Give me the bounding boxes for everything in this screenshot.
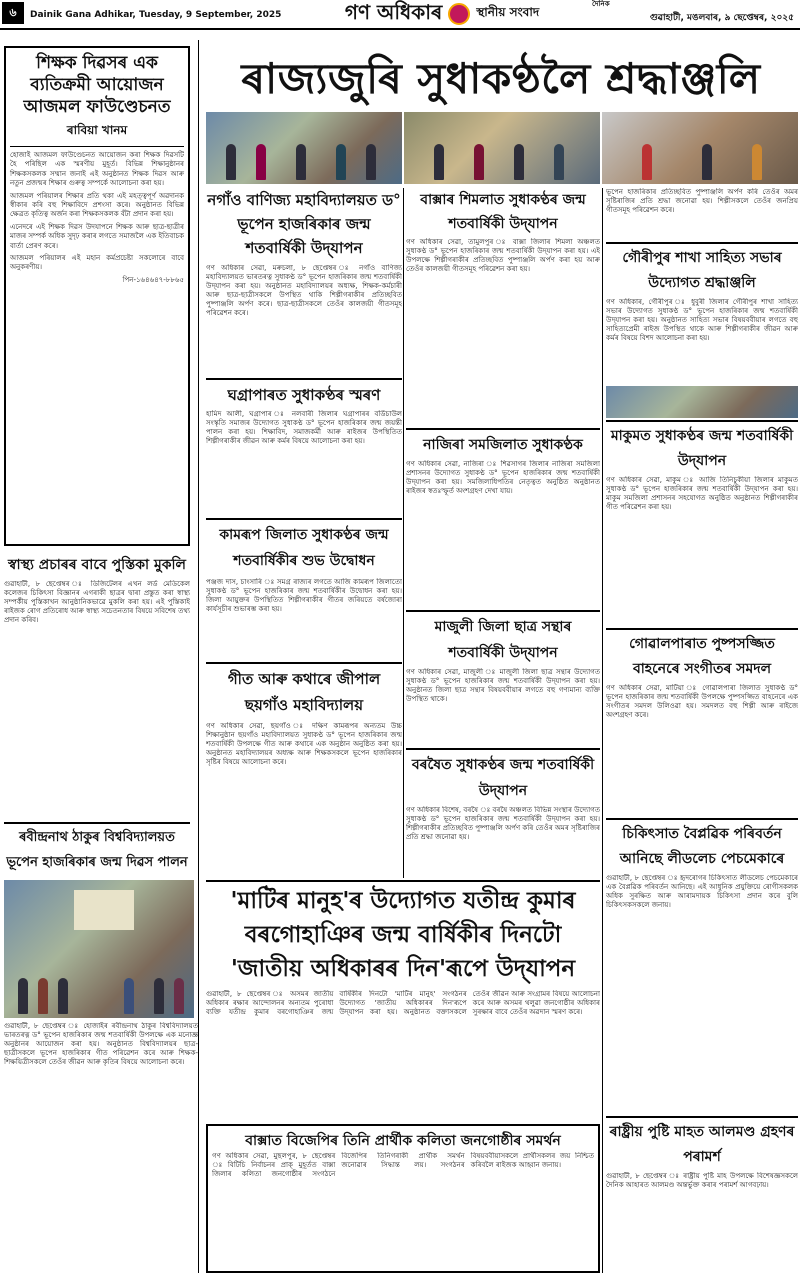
left-feature-box [4,46,190,546]
ctr-left-headline-4: গীত আৰু কথাৰে জীপাল ছয়গাঁও মহাবিদ্যালয় [227,670,381,714]
mid-story-text: গুৱাহাটী, ৮ ছেপ্তেম্বৰ ঃ অসমৰ জাতীয় অধিকাৰ ৰক্ষাৰ আন্দোলনৰ অন্যতম পুৰোধা ব্যক্তি যতীন্দ্ৰ কুমাৰ বৰগোহাঞিৰ জন্ম বাৰ্ষিকীৰ দিনটো 'মাটিৰ মানুহ' সংগঠনৰ উদ্যোগত 'জাতীয় অধিকাৰৰ দিন'ৰূপে উদ্‌যাপন কৰা হয়। অনুষ্ঠানত বক্তাসকলে তেওঁৰ জীৱন আৰু সংগ্ৰামৰ বিষয়ে আলোচনা কৰে আৰু অসমৰ থলুৱা জনগোষ্ঠীৰ অধিকাৰ সুৰক্ষাৰ বাবে তেওঁৰ অৱদান স্মৰণ কৰে। [206,990,600,1016]
bjp-support-headline: বাক্সাত বিজেপিৰ তিনি প্ৰাৰ্থীক কলিতা জনগোষ্ঠীৰ সমৰ্থন [245,1133,561,1149]
main-headline: ৰাজ্যজুৰি সুধাকণ্ঠলৈ শ্ৰদ্ধাঞ্জলি [241,54,761,103]
ctr-left-headline-1: নগাঁও বাণিজ্য মহাবিদ্যালয়ত ড° ভূপেন হাজৰিকাৰ জন্ম শতবাৰ্ষিকী উদ্‌যাপন [207,191,401,257]
right-col-headline-3: গোৱালপাৰাত পুষ্পসজ্জিত বাহনেৰে সংগীতৰ সমদল [629,636,775,677]
bjp-support-box [206,1124,600,1273]
header-date-assamese: গুৱাহাটী, মঙলবাৰ, ৯ ছেপ্তেম্বৰ, ২০২৫ [649,13,794,23]
divider [10,146,184,147]
column-rule [198,40,199,1273]
right-col-text-1: গণ অধিকাৰ, গৌৰীপুৰ ঃ ধুবুৰী জিলাৰ গৌৰীপুৰ শাখা সাহিত্য সভাৰ উদ্যোগত সুধাকণ্ঠ ড° ভূপেন হাজৰিকাৰ জন্ম শতবাৰ্ষিকী উদ্‌যাপন কৰা হয়। অনুষ্ঠানত সাহিত্য সভাৰ বিষয়ববীয়াৰ লগতে বহু সাহিত্যপ্ৰেমী ৰাইজ উপস্থিত থাকে আৰু শিল্পীগৰাকীৰ জীৱন আৰু কৰ্মৰ বিষয়ে বিশদ আলোচনা কৰা হয়। [606,298,798,342]
poster-headline: স্বাস্থ্য প্ৰচাৰৰ বাবে পুস্তিকা মুকলি [8,557,186,573]
ctr-left-headline-2: ঘগ্ৰাপাৰত সুধাকণ্ঠৰ স্মৰণ [227,386,381,404]
left-feature-paragraph: আজমল পৰিয়ালৰ শিক্ষাৰ প্ৰতি থকা এই মহত্ত্বপূৰ্ণ অৱদানক স্বীকাৰ কৰি বহু শিক্ষাবিদে প্ৰশংসা কৰে। অনুষ্ঠানত বিভিন্ন ক্ষেত্ৰত কৃতিত্ব অৰ্জন কৰা শিক্ষকসকলক বঁটা প্ৰদান কৰা হয়। [10,191,184,219]
divider [406,748,600,750]
divider [606,420,798,422]
bjp-support-text: গণ অধিকাৰ সেৱা, মুছলপুৰ, ৮ ছেপ্তেম্বৰ ঃ বিটিচি নিৰ্বাচনৰ প্ৰাক্ মুহূৰ্তত বাক্সা জিলাৰ কলিতা জনগোষ্ঠীৰ সংগঠনে বিজেপিৰ তিনিগৰাকী প্ৰাৰ্থীক সমৰ্থন জনোৱাৰ সিদ্ধান্ত লয়। সংগঠনৰ বিষয়ববীয়াসকলে প্ৰাৰ্থীসকলৰ জয় নিশ্চিত কৰিবলৈ ৰাইজক আহ্বান জনায়। [212,1152,594,1178]
right-col-text-4: গুৱাহাটী, ৮ ছেপ্তেম্বৰ ঃ হৃদৰোগৰ চিকিৎসাত লীডলেচ পেচমেকাৰে এক বৈপ্লৱিক পৰিবৰ্তন আনিছে। এই আধুনিক প্ৰযুক্তিয়ে ৰোগীসকলক অধিক সুৰক্ষিত আৰু আৰামদায়ক চিকিৎসা প্ৰদান কৰে বুলি চিকিৎসকসকলে জনায়। [606,874,798,909]
divider [606,628,798,630]
right-col-headline-2: মাকুমত সুধাকণ্ঠৰ জন্ম শতবাৰ্ষিকী উদ্‌যাপন [610,428,794,469]
divider [606,242,798,244]
masthead-logo-icon [448,3,470,25]
divider [606,1116,798,1118]
divider [206,378,402,380]
mid-story-headline: 'মাটিৰ মানুহ'ৰ উদ্যোগত যতীন্দ্ৰ কুমাৰ বৰগোহাঞিৰ জন্ম বাৰ্ষিকীৰ দিনটো 'জাতীয় অধিকাৰৰ দিন'ৰূপে উদ্‌যাপন [230,887,576,982]
bhupen-day-photo [4,880,194,1018]
ctr-left-text-1: গণ অধিকাৰ সেৱা, মৰুচলা, ৮ ছেপ্তেম্বৰ ঃ নগাঁও বাণিজ্য মহাবিদ্যালয়ত ভাৰতৰত্ন সুধাকণ্ঠ ড° ভূপেন হাজৰিকাৰ জন্ম শতবাৰ্ষিকী উদ্‌যাপন কৰা হয়। অনুষ্ঠানত মহাবিদ্যালয়ৰ অধ্যক্ষ, শিক্ষক-কৰ্মচাৰী আৰু ছাত্ৰ-ছাত্ৰীসকলে উপস্থিত থাকি শিল্পীগৰাকীৰ প্ৰতিচ্ছবিত পুষ্পাঞ্জলি অৰ্পণ কৰে। ছাত্ৰ-ছাত্ৰীসকলে তেওঁৰ কালজয়ী গীতসমূহ পৰিৱেশন কৰে। [206,264,402,317]
left-feature-paragraph: হোজাই আজমল ফাউণ্ডেচনত আয়োজন কৰা শিক্ষক দিৱসটি হৈ পৰিছিল এক স্মৰণীয় মুহূৰ্ত। বিভিন্ন শিক্ষানুষ্ঠানৰ শিক্ষকসকলক সম্মান জনাই এই অনুষ্ঠানত শিক্ষক দিৱস আৰু নতুন প্ৰজন্মৰ শিক্ষাৰ গুৰুত্ব সম্পৰ্কে আলোচনা কৰা হয়। [10,151,184,188]
right-col-text-2: গণ অধিকাৰ সেৱা, মাকুম ঃ আজি তিনিচুকীয়া জিলাৰ মাকুমত সুধাকণ্ঠ ড° ভূপেন হাজৰিকাৰ জন্ম শতবাৰ্ষিকী উদ্‌যাপন কৰা হয়। মাকুম সমজিলা প্ৰশাসনৰ সহযোগত অনুষ্ঠিত অনুষ্ঠানত শিল্পীগৰাকীৰ গীত পৰিৱেশন কৰা হয়। [606,476,798,511]
left-feature-headline: শিক্ষক দিৱসৰ এক ব্যতিক্ৰমী আয়োজন আজমল ফাউণ্ডেচনত [23,53,171,117]
divider [4,822,190,824]
ctr-right-headline-1: বাক্সাৰ শিমলাত সুধাকণ্ঠৰ জন্ম শতবাৰ্ষিকী উদ্‌যাপন [420,192,586,232]
masthead [282,0,610,28]
right-col-intro-text: ভূপেন হাজৰিকাৰ প্ৰতিচ্ছবিত পুষ্পাঞ্জলি অৰ্পণ কৰি তেওঁৰ অমৰ সৃষ্টিৰাজিৰ প্ৰতি শ্ৰদ্ধা জনোৱা হয়। শিল্পীসকলে তেওঁৰ জনপ্ৰিয় গীতসমূহ পৰিৱেশন কৰে। [606,188,798,214]
masthead-name: গণ অধিকাৰ [344,0,443,24]
photo-3 [602,112,798,184]
divider [206,662,402,664]
right-col-headline-1: গৌৰীপুৰ শাখা সাহিত্য সভাৰ উদ্যোগত শ্ৰদ্ধাঞ্জলি [622,250,782,291]
column-rule [602,188,603,1273]
header-date-english: Dainik Gana Adhikar, Tuesday, 9 September, 2025 [30,10,282,20]
photo-1 [206,112,402,184]
divider [406,610,600,612]
divider [206,880,600,882]
ctr-left-headline-3: কামৰূপ জিলাত সুধাকণ্ঠৰ জন্ম শতবাৰ্ষিকীৰ শুভ উদ্বোধন [219,527,389,569]
ctr-right-text-1: গণ অধিকাৰ সেৱা, তামুলপুৰ ঃ বাক্সা জিলাৰ শিমলা অঞ্চলত সুধাকণ্ঠ ড° ভূপেন হাজৰিকাৰ জন্ম শতবাৰ্ষিকী উদ্‌যাপন কৰা হয়। এই উপলক্ষে শিল্পীগৰাকীৰ প্ৰতিচ্ছবিত পুষ্পাঞ্জলি অৰ্পণ কৰা হয় আৰু তেওঁৰ কালজয়ী গীতসমূহ পৰিৱেশন কৰা হয়। [406,238,600,273]
left-feature-paragraph: আজমল পৰিয়ালৰ এই মহান কৰ্মপ্ৰচেষ্টা সকলোৰে বাবে অনুকৰণীয়। [10,254,184,272]
ctr-right-text-3: গণ অধিকাৰ সেৱা, মাজুলী ঃ মাজুলী জিলা ছাত্ৰ সন্থাৰ উদ্যোগত সুধাকণ্ঠ ড° ভূপেন হাজৰিকাৰ জন্ম শতবাৰ্ষিকী উদ্‌যাপন কৰা হয়। অনুষ্ঠানত জিলা ছাত্ৰ সন্থাৰ বিষয়ববীয়াৰ লগতে বহু গণ্যমান্য ব্যক্তি উপস্থিত থাকে। [406,668,600,703]
page-number: ৬ [2,2,24,24]
photo-2 [404,112,600,184]
section-name: স্থানীয় সংবাদ [476,5,540,19]
ctr-right-headline-3: মাজুলী জিলা ছাত্ৰ সন্থাৰ শতবাৰ্ষিকী উদ্‌যাপন [434,619,572,661]
ctr-left-text-4: গণ অধিকাৰ সেৱা, ছয়গাঁও ঃ দক্ষিণ কামৰূপৰ অন্যতম উচ্চ শিক্ষানুষ্ঠান ছয়গাঁও মহাবিদ্যালয়ত সুধাকণ্ঠ ড° ভূপেন হাজৰিকাৰ জন্ম শতবাৰ্ষিকী উপলক্ষে গীত আৰু কথাৰে এক অনুষ্ঠান অনুষ্ঠিত কৰা হয়। অনুষ্ঠানত মহাবিদ্যালয়ৰ অধ্যক্ষ আৰু শিক্ষকসকলে ভূপেন হাজৰিকাৰ সৃষ্টিৰ বিষয়ে আলোচনা কৰে। [206,722,402,766]
bhupen-day-headline: ভূপেন হাজৰিকাৰ জন্ম দিৱস পালন [6,855,188,870]
ctr-right-text-2: গণ অধিকাৰ সেৱা, নাজিৰা ঃ শিৱসাগৰ জিলাৰ নাজিৰা সমজিলা প্ৰশাসনৰ উদ্যোগত সুধাকণ্ঠ ড° ভূপেন হাজৰিকাৰ জন্ম শতবাৰ্ষিকী উদ্‌যাপন কৰা হয়। সমজিলাধিপতিৰ নেতৃত্বত অনুষ্ঠিত অনুষ্ঠানত ৰাইজৰ স্বতঃস্ফূৰ্ত অংশগ্ৰহণ দেখা যায়। [406,460,600,495]
right-col-text-3: গণ অধিকাৰ সেৱা, মাটিয়া ঃ গোৱালপাৰা জিলাত সুধাকণ্ঠ ড° ভূপেন হাজৰিকাৰ জন্ম শতবাৰ্ষিকী উপলক্ষে পুষ্পসজ্জিত বাহনেৰে এক সংগীতৰ সমদল উলিওৱা হয়। সমদলত বহু শিল্পী আৰু ৰাইজে অংশগ্ৰহণ কৰে। [606,684,798,719]
rabi-headline: ৰবীন্দ্ৰনাথ ঠাকুৰ বিশ্ববিদ্যালয়ত [19,830,175,845]
poster-text: গুৱাহাটী, ৮ ছেপ্তেম্বৰ ঃ ডিজিটেলৰ এখন লৰ্ড মেডিকেল কলেজৰ চিকিৎসা বিজ্ঞানৰ এগৰাকী ছাত্ৰৰ দ্বাৰা প্ৰস্তুত কৰা স্বাস্থ্য সম্পৰ্কীয় পুস্তিকাখন আনুষ্ঠানিকভাৱে মুকলি কৰা হয়। এই পুস্তিকাই ৰাইজক ৰোগ প্ৰতিৰোধ আৰু স্বাস্থ্য সচেতনতাৰ বিষয়ে সবিশেষ তথ্য প্ৰদান কৰিব। [4,580,190,624]
column-rule [403,188,404,878]
right-col-headline-4: চিকিৎসাত বৈপ্লৱিক পৰিবৰ্তন আনিছে লীডলেচ পেচমেকাৰে [619,826,785,867]
left-feature-paragraph: এনেদৰে এই শিক্ষক দিৱস উদযাপনে শিক্ষক আৰু ছাত্ৰ-ছাত্ৰীৰ মাজৰ সম্পৰ্ক অধিক সুদৃঢ় কৰাৰ লগতে সমাজলৈ এক ইতিবাচক বাৰ্তা প্ৰেৰণ কৰে। [10,222,184,250]
ctr-right-text-4: গণ অধিকাৰ বিশেষ, বৰষৈ ঃ বৰষৈ অঞ্চলত বিভিন্ন সংস্থাৰ উদ্যোগত সুধাকণ্ঠ ড° ভূপেন হাজৰিকাৰ জন্ম শতবাৰ্ষিকী উদ্‌যাপন কৰা হয়। শিল্পীগৰাকীৰ প্ৰতিচ্ছবিত পুষ্পাঞ্জলি অৰ্পণ কৰি তেওঁৰ অমৰ সৃষ্টিৰাজিৰ প্ৰতি শ্ৰদ্ধা জনোৱা হয়। [406,806,600,841]
ctr-right-headline-2: নাজিৰা সমজিলাত সুধাকণ্ঠক [423,437,583,453]
ctr-left-text-3: পঞ্জজ দাস, চাংসাৰি ঃ সমগ্ৰ ৰাজ্যৰ লগতে আজি কামৰূপ জিলাতো সুধাকণ্ঠ ড° ভূপেন হাজৰিকাৰ জন্ম শতবাৰ্ষিকীৰ উদ্বোধন কৰা হয়। জিলা আয়ুক্তৰ উপস্থিতিত শিল্পীগৰাকীৰ গীতৰ জৰিয়তে বৰ্ষজোৰা কাৰ্যসূচীৰ শুভাৰম্ভ কৰা হয়। [206,578,402,613]
right-col-headline-5: ৰাষ্ট্ৰীয় পুষ্টি মাহত আলমণ্ড গ্ৰহণৰ পৰামৰ্শ [609,1124,795,1165]
page-header [0,0,800,30]
divider [206,518,402,520]
divider [406,428,600,430]
bhupen-day-text: গুৱাহাটী, ৮ ছেপ্তেম্বৰ ঃ হোজাইৰ ৰবীন্দ্ৰনাথ ঠাকুৰ বিশ্ববিদ্যালয়ত ভাৰতৰত্ন ড° ভূপেন হাজৰিকাৰ জন্ম শতবাৰ্ষিকী উপলক্ষে এক মনোজ্ঞ অনুষ্ঠানৰ আয়োজন কৰা হয়। অনুষ্ঠানত বিশ্ববিদ্যালয়ৰ ছাত্ৰ-ছাত্ৰীসকলে ভূপেন হাজৰিকাৰ গীত পৰিৱেশন কৰে আৰু শিক্ষক-শিক্ষয়িত্ৰীসকলে তেওঁৰ জীৱন আৰু কৃতিৰ বিষয়ে আলোচনা কৰে। [4,1022,198,1066]
left-feature-byline: ৰাবিয়া খানম [66,123,128,137]
right-col-text-5: গুৱাহাটী, ৮ ছেপ্তেম্বৰ ঃ ৰাষ্ট্ৰীয় পুষ্টি মাহ উপলক্ষে বিশেষজ্ঞসকলে দৈনিক আহাৰত আলমণ্ড অন্তৰ্ভুক্ত কৰাৰ পৰামৰ্শ আগবঢ়ায়। [606,1172,798,1189]
ctr-right-headline-4: বৰষৈত সুধাকণ্ঠৰ জন্ম শতবাৰ্ষিকী উদ্‌যাপন [411,757,595,799]
left-feature-footer: পিন-১৬৪৬৪৭-৮৮৬৫ [122,275,184,284]
divider [606,818,798,820]
right-col-photo [606,386,798,418]
ctr-left-text-2: হামিদ আলী, ঘগ্ৰাপাৰ ঃ নলবাৰী জিলাৰ ঘগ্ৰাপাৰৰ বৰ্ডিচাউল সংস্কৃতি সমাজৰ উদ্যোগত সুধাকণ্ঠ ড° ভূপেন হাজৰিকাৰ জন্ম জয়ন্তী পালন কৰা হয়। শিক্ষাবিদ, সমাজকৰ্মী আৰু ৰাইজৰ উপস্থিতিত শিল্পীগৰাকীৰ জীৱন আৰু কৰ্মৰ বিষয়ে আলোচনা কৰা হয়। [206,410,402,445]
masthead-small: দৈনিক [592,0,610,8]
